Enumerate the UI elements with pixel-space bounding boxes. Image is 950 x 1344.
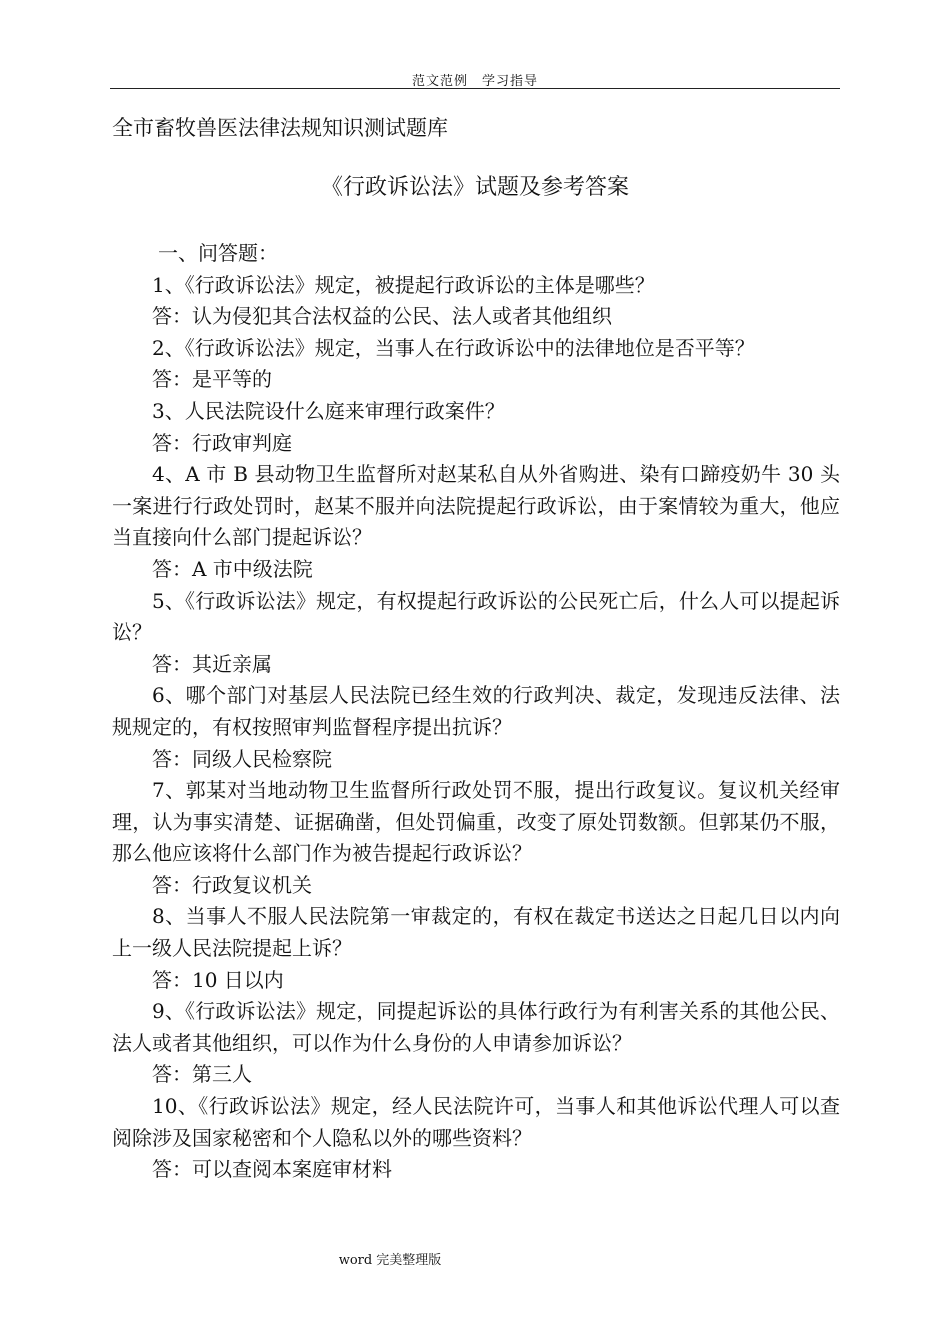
- header-divider: [110, 88, 840, 89]
- answer-1: 答：认为侵犯其合法权益的公民、法人或者其他组织: [152, 304, 612, 329]
- question-2: 2、《行政诉讼法》规定，当事人在行政诉讼中的法律地位是否平等？: [152, 335, 755, 360]
- document-body: [112, 238, 840, 1186]
- document-subtitle: 《行政诉讼法》试题及参考答案: [320, 175, 629, 200]
- question-8: 8、当事人不服人民法院第一审裁定的，有权在裁定书送达之日起几日以内向上一级人民法院提起上诉？: [112, 904, 840, 961]
- answer-8: 答：10 日以内: [152, 967, 284, 992]
- answer-3: 答：行政审判庭: [152, 430, 292, 455]
- question-3: 3、人民法院设什么庭来审理行政案件？: [152, 398, 505, 423]
- question-5: 5、《行政诉讼法》规定，有权提起行政诉讼的公民死亡后，什么人可以提起诉讼？: [112, 588, 840, 645]
- document-title: 全市畜牧兽医法律法规知识测试题库: [112, 116, 448, 140]
- page-header-text: 范文范例 学习指导: [411, 74, 538, 89]
- page-footer-text: word 完美整理版: [338, 1253, 442, 1268]
- answer-6: 答：同级人民检察院: [152, 746, 332, 771]
- answer-4: 答：A 市中级法院: [152, 556, 313, 581]
- answer-2: 答：是平等的: [152, 367, 272, 392]
- question-4: 4、A 市 B 县动物卫生监督所对赵某私自从外省购进、染有口蹄疫奶牛 30 头一案进行行政处罚时，赵某不服并向法院提起行政诉讼，由于案情较为重大，他应当直接向什么部门提起诉讼？: [112, 462, 840, 550]
- answer-10: 答：可以查阅本案庭审材料: [152, 1157, 392, 1182]
- question-7: 7、郭某对当地动物卫生监督所行政处罚不服，提出行政复议。复议机关经审理，认为事实清楚、证据确凿，但处罚偏重，改变了原处罚数额。但郭某仍不服，那么他应该将什么部门作为被告提起行政诉讼？: [112, 778, 840, 866]
- answer-7: 答：行政复议机关: [152, 872, 312, 897]
- question-9: 9、《行政诉讼法》规定，同提起诉讼的具体行政行为有利害关系的其他公民、法人或者其他组织，可以作为什么身份的人申请参加诉讼？: [112, 999, 840, 1055]
- answer-5: 答：其近亲属: [152, 651, 272, 676]
- answer-9: 答：第三人: [152, 1062, 252, 1087]
- question-1: 1、《行政诉讼法》规定，被提起行政诉讼的主体是哪些？: [152, 272, 655, 297]
- section-heading: 一、问答题：: [158, 241, 278, 265]
- question-6: 6、哪个部门对基层人民法院已经生效的行政判决、裁定，发现违反法律、法规规定的，有权按照审判监督程序提出抗诉？: [112, 683, 840, 739]
- question-10: 10、《行政诉讼法》规定，经人民法院许可，当事人和其他诉讼代理人可以查阅除涉及国家秘密和个人隐私以外的哪些资料？: [112, 1094, 840, 1150]
